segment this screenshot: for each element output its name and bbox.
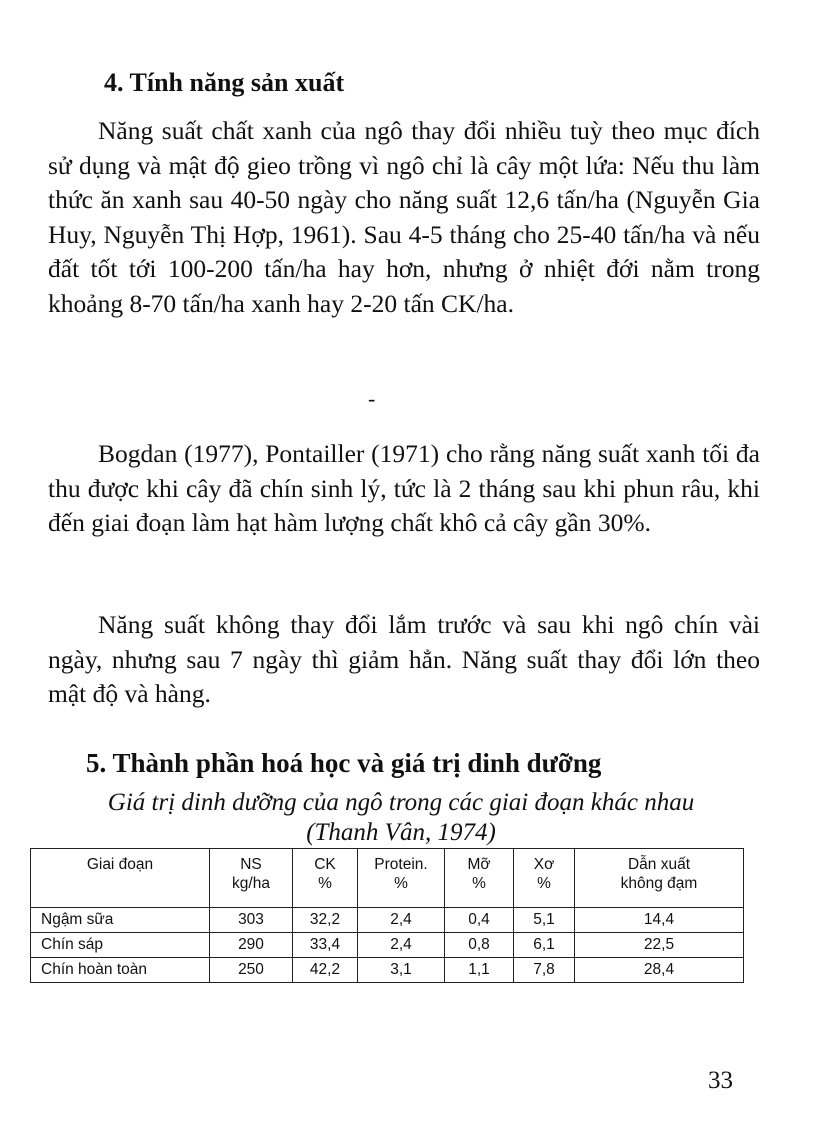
paragraph-3 — [48, 608, 760, 712]
stray-mark: - — [368, 386, 376, 411]
header-fat: Mỡ % — [445, 849, 514, 908]
header-fiber: Xơ % — [514, 849, 575, 908]
section-heading-4: 4. Tính năng sản xuất — [104, 68, 345, 97]
paragraph-2 — [48, 437, 760, 541]
cell-fiber: 5,1 — [514, 908, 575, 933]
table-row — [31, 933, 744, 958]
cell-fat: 0,8 — [445, 933, 514, 958]
cell-nfe: 14,4 — [575, 908, 744, 933]
header-nfe: Dẫn xuất không đạm — [575, 849, 744, 908]
table-row — [31, 958, 744, 983]
cell-fiber: 6,1 — [514, 933, 575, 958]
table-header-row — [31, 849, 744, 908]
page-number: 33 — [708, 1067, 733, 1094]
paragraph-3-text: Năng suất không thay đổi lắm trước và sau khi ngô chín vài ngày, nhưng sau 7 ngày thì giảm hẳn. Năng suất thay đổi lớn theo mật độ và hàng. — [48, 610, 760, 708]
section-heading-5: 5. Thành phần hoá học và giá trị dinh dưỡng — [86, 748, 602, 778]
header-yield: NS kg/ha — [210, 849, 293, 908]
cell-yield: 290 — [210, 933, 293, 958]
table-row — [31, 908, 744, 933]
paragraph-1 — [48, 114, 760, 321]
cell-fiber: 7,8 — [514, 958, 575, 983]
cell-protein: 3,1 — [358, 958, 445, 983]
cell-protein: 2,4 — [358, 933, 445, 958]
paragraph-1-text: Năng suất chất xanh của ngô thay đổi nhiều tuỳ theo mục đích sử dụng và mật độ gieo trồng vì ngô chỉ là cây một lứa: Nếu thu làm thức ăn xanh sau 40-50 ngày cho năng suất 12,6 tấn/ha (Nguyễn Gia Huy, Nguyễn Thị Hợp, 1961). Sau 4-5 tháng cho 25-40 tấn/ha và nếu đất tốt tới 100-200 tấn/ha hay hơn, nhưng ở nhiệt đới nằm trong khoảng 8-70 tấn/ha xanh hay 2-20 tấn CK/ha. — [48, 116, 760, 318]
cell-yield: 303 — [210, 908, 293, 933]
caption-source: (Thanh Vân, 1974) — [306, 819, 496, 846]
cell-dry-matter: 32,2 — [293, 908, 358, 933]
cell-stage: Ngậm sữa — [31, 908, 210, 933]
header-stage: Giai đoạn — [31, 849, 210, 908]
cell-fat: 1,1 — [445, 958, 514, 983]
cell-nfe: 22,5 — [575, 933, 744, 958]
header-dry-matter: CK % — [293, 849, 358, 908]
nutrition-table — [30, 848, 744, 983]
cell-nfe: 28,4 — [575, 958, 744, 983]
cell-yield: 250 — [210, 958, 293, 983]
cell-stage: Chín sáp — [31, 933, 210, 958]
paragraph-2-text: Bogdan (1977), Pontailler (1971) cho rằng năng suất xanh tối đa thu được khi cây đã chín sinh lý, tức là 2 tháng sau khi phun râu, khi đến giai đoạn làm hạt hàm lượng chất khô cả cây gần 30%. — [48, 439, 760, 537]
cell-dry-matter: 33,4 — [293, 933, 358, 958]
table-caption — [30, 788, 772, 848]
cell-fat: 0,4 — [445, 908, 514, 933]
cell-protein: 2,4 — [358, 908, 445, 933]
cell-stage: Chín hoàn toàn — [31, 958, 210, 983]
header-protein: Protein. % — [358, 849, 445, 908]
caption-title: Giá trị dinh dưỡng của ngô trong các giai đoạn khác nhau — [107, 789, 695, 816]
cell-dry-matter: 42,2 — [293, 958, 358, 983]
